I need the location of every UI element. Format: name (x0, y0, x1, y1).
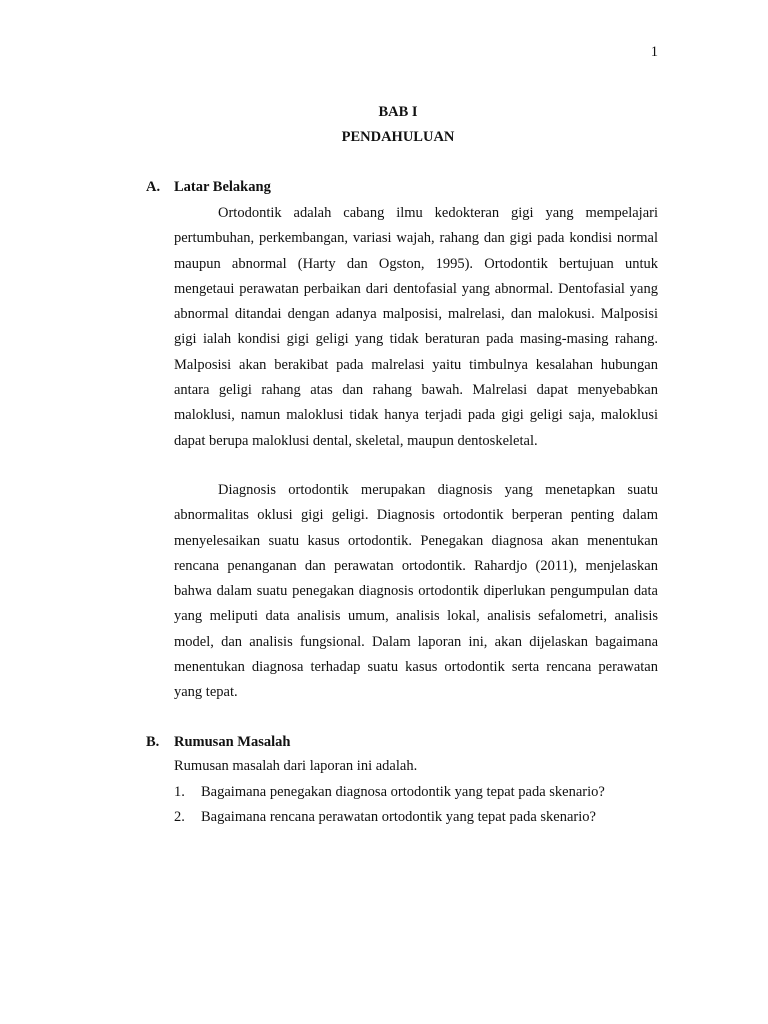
section-heading-latar-belakang (146, 179, 271, 196)
section-title: Latar Belakang (174, 179, 271, 195)
page-number: 1 (650, 44, 658, 60)
list-text: Bagaimana penegakan diagnosa ortodontik yang tepat pada skenario? (201, 784, 605, 800)
list-number: 1. (174, 784, 185, 800)
paragraph-diagnosis (174, 478, 658, 706)
paragraph-text: Ortodontik adalah cabang ilmu kedokteran gigi yang mempelajari pertumbuhan, perkembangan, variasi wajah, rahang dan gigi pada kondisi normal maupun abnormal (Harty dan Ogston, 1995). Ortodontik bertujuan untuk mengetaui perawatan perbaikan dari dentofasial yang abnormal. Dentofasial yang abnormal ditandai dengan adanya malposisi, malrelasi, dan malokusi. Malposisi gigi ialah kondisi gigi geligi yang tidak beraturan pada masing-masing rahang. Malposisi akan berakibat pada malrelasi yaitu timbulnya kesalahan hubungan antara geligi rahang atas dan rahang bawah. Malrelasi dapat menyebabkan maloklusi, namun maloklusi tidak hanya terjadi pada gigi geligi saja, maloklusi dapat berupa maloklusi dental, skeletal, maupun dentoskeletal. (174, 205, 658, 449)
chapter-label: BAB I (378, 104, 418, 120)
rumusan-intro: Rumusan masalah dari laporan ini adalah. (174, 758, 418, 774)
section-heading-rumusan-masalah (146, 734, 290, 751)
list-number: 2. (174, 809, 185, 825)
paragraph-text: Diagnosis ortodontik merupakan diagnosis yang menetapkan suatu abnormalitas oklusi gigi geligi. Diagnosis ortodontik berperan penting dalam menyelesaikan suatu kasus ortodontik. Penegakan diagnosa akan menentukan rencana penanganan dan perawatan ortodontik. Rahardjo (2011), menjelaskan bahwa dalam suatu penegakan diagnosis ortodontik diperlukan pengumpulan data yang meliputi data analisis umum, analisis lokal, analisis sefalometri, analisis model, dan analisis fungsional. Dalam laporan ini, akan dijelaskan bagaimana menentukan diagnosa terhadap suatu kasus ortodontik serta rencana perawatan yang tepat. (174, 482, 658, 701)
section-letter: B. (146, 734, 160, 750)
rumusan-list (174, 783, 605, 833)
list-text: Bagaimana rencana perawatan ortodontik yang tepat pada skenario? (201, 809, 596, 825)
section-letter: A. (146, 179, 161, 195)
paragraph-ortodontik (174, 201, 658, 454)
list-item (174, 783, 605, 808)
section-title: Rumusan Masalah (174, 734, 291, 750)
list-item (174, 808, 605, 833)
chapter-title: PENDAHULUAN (341, 129, 455, 145)
